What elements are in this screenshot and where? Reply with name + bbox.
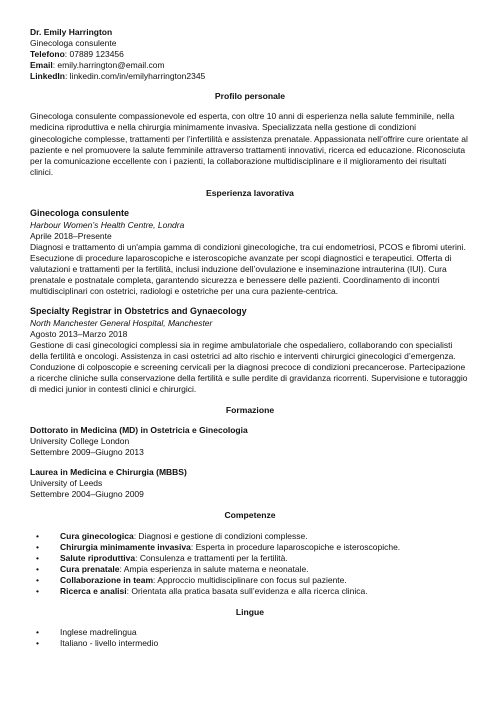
skills-heading: Competenze xyxy=(224,510,276,521)
skill-name: Cura prenatale xyxy=(60,563,120,574)
skills-list xyxy=(30,531,470,597)
linkedin-label: LinkedIn xyxy=(30,71,65,82)
skill-desc: : Approccio multidisciplinare con focus sul paziente. xyxy=(153,574,347,585)
languages-list xyxy=(30,627,470,649)
experience-heading: Esperienza lavorativa xyxy=(206,187,294,198)
job-organization: North Manchester General Hospital, Manchester xyxy=(30,317,213,328)
education-dates: Settembre 2009–Giugno 2013 xyxy=(30,447,144,458)
languages-heading: Lingue xyxy=(235,606,265,617)
profile-heading: Profilo personale xyxy=(214,91,286,102)
skill-name: Salute riproduttiva xyxy=(60,552,136,563)
linkedin-line xyxy=(30,71,470,82)
skill-item xyxy=(30,553,470,564)
job-dates: Aprile 2018–Presente xyxy=(30,230,112,241)
phone-label: Telefono xyxy=(30,49,65,60)
job-title: Ginecologa consulente xyxy=(30,207,130,218)
skill-item xyxy=(30,564,470,575)
job-description: Gestione di casi ginecologici complessi sia in regime ambulatoriale che ospedaliero, collaborando con specialisti della fertilità e oncologi. Assistenza in casi ostetrici ad alto rischio e interventi chirurgici ginecologici d’emergenza. Conduzione di colposcopie e screening cervicali per la diagnosi precoce di condizioni precancerose. Partecipazione a ricerche cliniche sulla conservazione della fertilità e sulle perdite di gravidanza ricorrenti. Supervisione e tutoraggio di medici junior in contesti clinici e chirurgici. xyxy=(30,339,468,394)
skill-name: Cura ginecologica xyxy=(60,530,134,541)
skill-name: Collaborazione in team xyxy=(60,574,154,585)
skill-name: Chirurgia minimamente invasiva xyxy=(60,541,191,552)
skill-desc: : Esperta in procedure laparoscopiche e isteroscopiche. xyxy=(190,541,401,552)
skill-desc: : Consulenza e trattamenti per la fertilità. xyxy=(135,552,288,563)
email-value: : emily.harrington@email.com xyxy=(52,60,165,71)
candidate-name: Dr. Emily Harrington xyxy=(30,27,113,37)
contact-block xyxy=(30,27,470,82)
linkedin-value: : linkedin.com/in/emilyharrington2345 xyxy=(64,71,206,82)
education-degree: Dottorato in Medicina (MD) in Ostetricia e Ginecologia xyxy=(30,425,248,436)
phone-line xyxy=(30,49,470,60)
profile-text: Ginecologa consulente compassionevole ed esperta, con oltre 10 anni di esperienza nella salute femminile, nella medicina riproduttiva e nella chirurgia minimamente invasiva. Specializzata nella gestione di condizioni ginecologiche complesse, trattamenti per l’infertilità e assistenza prenatale. Appassionata nell’offrire cure orientate al paziente e nel promuovere la salute femminile attraverso trattamenti innovativi, ricerca ed educazione. Riconosciuta per la comunicazione eccellente con i pazienti, la collaborazione multidisciplinare e il miglioramento dei risultati clinici. xyxy=(30,111,468,177)
phone-value: : 07889 123456 xyxy=(64,49,124,60)
job-dates: Agosto 2013–Marzo 2018 xyxy=(30,328,128,339)
job-entry xyxy=(30,306,470,395)
language-item: • Inglese madrelingua xyxy=(30,627,470,638)
skill-item xyxy=(30,586,470,597)
email-line xyxy=(30,60,470,71)
education-school: University of Leeds xyxy=(30,478,103,489)
education-heading: Formazione xyxy=(225,404,275,415)
job-organization: Harbour Women’s Health Centre, Londra xyxy=(30,219,185,230)
skill-desc: : Diagnosi e gestione di condizioni complesse. xyxy=(133,530,308,541)
education-school: University College London xyxy=(30,436,130,447)
candidate-role: Ginecologa consulente xyxy=(30,38,117,49)
language-item: • Italiano - livello intermedio xyxy=(30,638,470,649)
education-degree: Laurea in Medicina e Chirurgia (MBBS) xyxy=(30,467,187,478)
education-dates: Settembre 2004–Giugno 2009 xyxy=(30,489,144,500)
job-description: Diagnosi e trattamento di un'ampia gamma di condizioni ginecologiche, tra cui endometriosi, PCOS e fibromi uterini. Esecuzione di procedure laparoscopiche e isteroscopiche avanzate per scopi diagnostici e terapeutici. Offerta di valutazioni e trattamenti per la fertilità, inclusi induzione dell’ovulazione e inseminazione intrauterina (IUI). Cura prenatale e postnatale completa, garantendo sicurezza e benessere delle pazienti. Coordinamento di incontri multidisciplinari con ostetrici, radiologi e ostetriche per una cura paziente-centrica. xyxy=(30,241,466,296)
skill-item xyxy=(30,531,470,542)
job-entry xyxy=(30,208,470,297)
education-entry xyxy=(30,467,470,500)
skill-name: Ricerca e analisi xyxy=(60,585,127,596)
skill-desc: : Ampia esperienza in salute materna e neonatale. xyxy=(119,563,309,574)
education-entry xyxy=(30,425,470,458)
skill-item xyxy=(30,575,470,586)
skill-item xyxy=(30,542,470,553)
job-title: Specialty Registrar in Obstetrics and Gynaecology xyxy=(30,305,247,316)
skill-desc: : Orientata alla pratica basata sull’evidenza e alla ricerca clinica. xyxy=(126,585,368,596)
email-label: Email xyxy=(30,60,53,71)
